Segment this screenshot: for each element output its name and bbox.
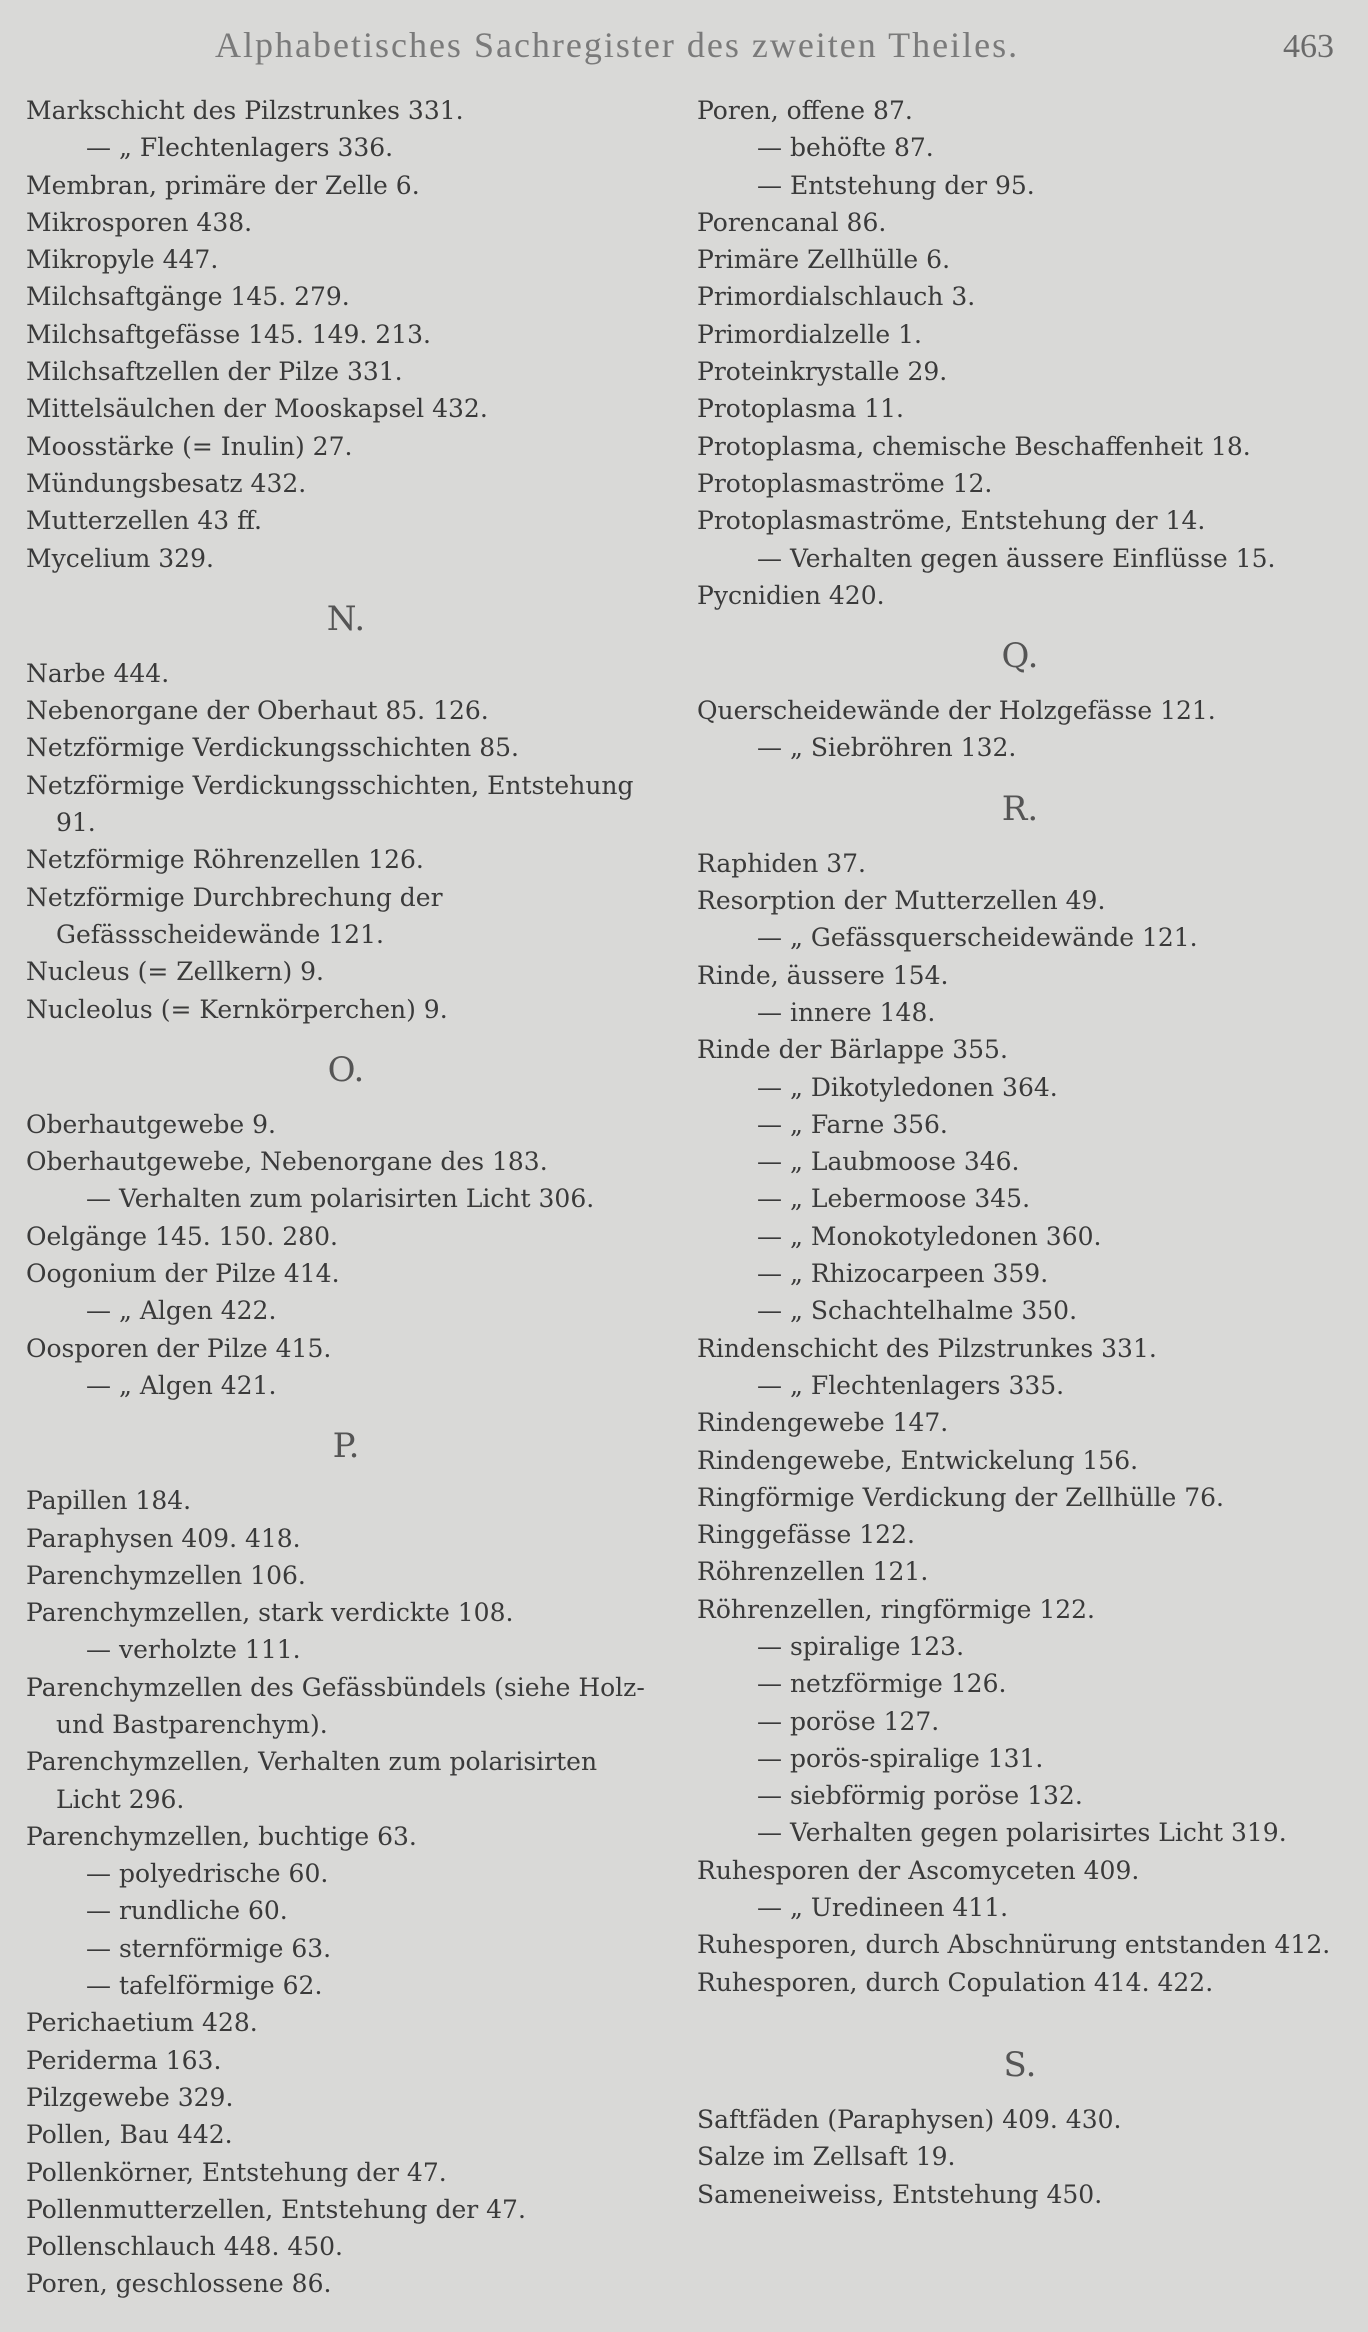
index-entry: Ringförmige Verdickung der Zellhülle 76.	[697, 1482, 1224, 1512]
index-entry: Rindengewebe 147.	[697, 1408, 949, 1438]
right-column	[697, 92, 1343, 2213]
index-entry: Primordialzelle 1.	[697, 319, 922, 349]
index-entry: — „ Lebermoose 345.	[757, 1184, 1031, 1214]
index-entry: Pilzgewebe 329.	[26, 2082, 234, 2112]
section-heading-p: P.	[332, 1426, 360, 1467]
index-entry: — netzförmige 126.	[757, 1669, 1007, 1699]
index-entry: — „ Siebröhren 132.	[757, 733, 1017, 763]
index-entry: Mittelsäulchen der Mooskapsel 432.	[26, 394, 488, 424]
q-entries	[697, 692, 1343, 767]
index-entry: Narbe 444.	[26, 658, 170, 688]
s-entries	[697, 2101, 1343, 2213]
m-entries	[26, 92, 666, 577]
index-entry: Mikrosporen 438.	[26, 207, 253, 237]
index-entry: Ruhesporen der Ascomyceten 409.	[697, 1855, 1140, 1885]
index-entry: Röhrenzellen 121.	[697, 1557, 929, 1587]
index-entry: Parenchymzellen, buchtige 63.	[26, 1821, 417, 1851]
index-entry: Nucleus (= Zellkern) 9.	[26, 957, 324, 987]
section-heading-r: R.	[1001, 788, 1039, 829]
index-entry: Oogonium der Pilze 414.	[26, 1259, 340, 1289]
index-entry: Raphiden 37.	[697, 848, 867, 878]
index-entry: Oosporen der Pilze 415.	[26, 1333, 332, 1363]
index-entry: — „ Schachtelhalme 350.	[757, 1296, 1078, 1326]
index-entry: — Entstehung der 95.	[757, 170, 1035, 200]
index-entry: Saftfäden (Paraphysen) 409. 430.	[697, 2104, 1122, 2134]
index-entry: — spiralige 123.	[757, 1631, 965, 1661]
index-entry: Mikropyle 447.	[26, 245, 219, 275]
index-entry: — rundliche 60.	[86, 1896, 288, 1926]
index-entry: Querscheidewände der Holzgefässe 121.	[697, 696, 1216, 726]
p-entries-right	[697, 92, 1343, 614]
index-entry: — „ Flechtenlagers 335.	[757, 1370, 1065, 1400]
p-entries-left	[26, 1482, 666, 2303]
page-header	[0, 24, 1368, 72]
section-heading-s: S.	[1003, 2044, 1037, 2085]
index-entry: — tafelförmige 62.	[86, 1971, 323, 2001]
index-entry: Parenchymzellen, Verhalten zum polarisirten Licht 296.	[26, 1747, 598, 1814]
index-entry: Papillen 184.	[26, 1486, 192, 1516]
index-entry: — „ Dikotyledonen 364.	[757, 1072, 1058, 1102]
index-entry: Moosstärke (= Inulin) 27.	[26, 431, 353, 461]
index-entry: Membran, primäre der Zelle 6.	[26, 170, 420, 200]
index-entry: — verholzte 111.	[86, 1635, 301, 1665]
n-entries	[26, 655, 666, 1028]
index-entry: Primäre Zellhülle 6.	[697, 245, 951, 275]
index-entry: Oelgänge 145. 150. 280.	[26, 1221, 338, 1251]
index-entry: Nucleolus (= Kernkörperchen) 9.	[26, 994, 448, 1024]
index-entry: Pollenkörner, Entstehung der 47.	[26, 2157, 447, 2187]
index-entry: Netzförmige Röhrenzellen 126.	[26, 845, 424, 875]
index-entry: — „ Farne 356.	[757, 1109, 948, 1139]
index-entry: — „ Rhizocarpeen 359.	[757, 1259, 1049, 1289]
index-entry: Rindengewebe, Entwickelung 156.	[697, 1445, 1139, 1475]
index-entry: Sameneiweiss, Entstehung 450.	[697, 2179, 1103, 2209]
index-entry: Pollenmutterzellen, Entstehung der 47.	[26, 2194, 526, 2224]
page-number: 463	[1283, 28, 1334, 65]
index-entry: — „ Monokotyledonen 360.	[757, 1221, 1102, 1251]
index-entry: Parenchymzellen 106.	[26, 1560, 306, 1590]
index-entry: Röhrenzellen, ringförmige 122.	[697, 1594, 1095, 1624]
index-entry: Poren, geschlossene 86.	[26, 2269, 332, 2299]
index-entry: Markschicht des Pilzstrunkes 331.	[26, 96, 464, 125]
index-entry: — siebförmig poröse 132.	[757, 1781, 1083, 1811]
index-entry: Oberhautgewebe, Nebenorgane des 183.	[26, 1147, 548, 1177]
index-entry: Rinde der Bärlappe 355.	[697, 1035, 1008, 1065]
index-entry: Poren, offene 87.	[697, 96, 913, 125]
index-entry: Milchsaftgefässe 145. 149. 213.	[26, 319, 431, 349]
page-title: Alphabetisches Sachregister des zweiten Theiles.	[215, 25, 1020, 65]
index-entry: Rinde, äussere 154.	[697, 960, 949, 990]
index-entry: Primordialschlauch 3.	[697, 282, 976, 312]
index-entry: Rindenschicht des Pilzstrunkes 331.	[697, 1333, 1157, 1363]
index-entry: Protoplasmaströme 12.	[697, 468, 993, 498]
index-entry: Protoplasma 11.	[697, 394, 904, 424]
index-entry: Perichaetium 428.	[26, 2008, 258, 2038]
index-entry: Milchsaftgänge 145. 279.	[26, 282, 350, 312]
index-entry: Ringgefässe 122.	[697, 1520, 915, 1550]
index-entry: Milchsaftzellen der Pilze 331.	[26, 357, 403, 387]
index-entry: — „ Uredineen 411.	[757, 1893, 1009, 1923]
index-entry: Parenchymzellen des Gefässbündels (siehe Holz- und Bastparenchym).	[26, 1672, 645, 1739]
index-entry: — poröse 127.	[757, 1706, 940, 1736]
section-heading-n: N.	[326, 598, 366, 639]
index-entry: Paraphysen 409. 418.	[26, 1523, 301, 1553]
index-entry: Ruhesporen, durch Copulation 414. 422.	[697, 1967, 1214, 1997]
index-entry: Protoplasma, chemische Beschaffenheit 18.	[697, 431, 1251, 461]
index-entry: Salze im Zellsaft 19.	[697, 2142, 956, 2172]
index-entry: Ruhesporen, durch Abschnürung entstanden 412.	[697, 1930, 1331, 1960]
index-entry: — behöfte 87.	[757, 133, 934, 163]
index-entry: — „ Algen 421.	[86, 1370, 277, 1400]
index-entry: Mutterzellen 43 ff.	[26, 506, 262, 536]
index-entry: Mycelium 329.	[26, 543, 214, 573]
index-entry: — „ Flechtenlagers 336.	[86, 133, 394, 163]
index-entry: — Verhalten gegen äussere Einflüsse 15.	[757, 543, 1276, 573]
index-entry: Netzförmige Durchbrechung der Gefässscheidewände 121.	[26, 882, 443, 949]
index-entry: Pollen, Bau 442.	[26, 2120, 233, 2150]
index-entry: Nebenorgane der Oberhaut 85. 126.	[26, 696, 489, 726]
index-entry: — „ Laubmoose 346.	[757, 1147, 1020, 1177]
index-entry: Protoplasmaströme, Entstehung der 14.	[697, 506, 1206, 536]
index-entry: — Verhalten zum polarisirten Licht 306.	[86, 1184, 595, 1214]
index-entry: Periderma 163.	[26, 2045, 222, 2075]
index-entry: — „ Gefässquerscheidewände 121.	[757, 923, 1198, 953]
index-entry: Resorption der Mutterzellen 49.	[697, 886, 1106, 916]
index-entry: Proteinkrystalle 29.	[697, 357, 948, 387]
index-entry: Netzförmige Verdickungsschichten 85.	[26, 733, 519, 763]
index-entry: Porencanal 86.	[697, 207, 887, 237]
index-entry: Netzförmige Verdickungsschichten, Entstehung 91.	[26, 770, 634, 838]
r-entries	[697, 845, 1343, 2001]
index-entry: — innere 148.	[757, 997, 936, 1027]
index-entry: — polyedrische 60.	[86, 1859, 329, 1889]
left-column	[26, 92, 666, 2303]
section-heading-q: Q.	[1001, 636, 1039, 677]
index-entry: Oberhautgewebe 9.	[26, 1109, 276, 1139]
index-entry: Mündungsbesatz 432.	[26, 468, 307, 498]
index-entry: — sternförmige 63.	[86, 1933, 332, 1963]
index-entry: — Verhalten gegen polarisirtes Licht 319.	[757, 1818, 1287, 1848]
index-entry: — „ Algen 422.	[86, 1296, 277, 1326]
index-entry: Pycnidien 420.	[697, 580, 885, 610]
index-entry: Parenchymzellen, stark verdickte 108.	[26, 1598, 514, 1628]
o-entries	[26, 1106, 666, 1404]
index-entry: — porös-spiralige 131.	[757, 1743, 1044, 1773]
section-heading-o: O.	[327, 1049, 365, 1090]
index-entry: Pollenschlauch 448. 450.	[26, 2232, 344, 2262]
